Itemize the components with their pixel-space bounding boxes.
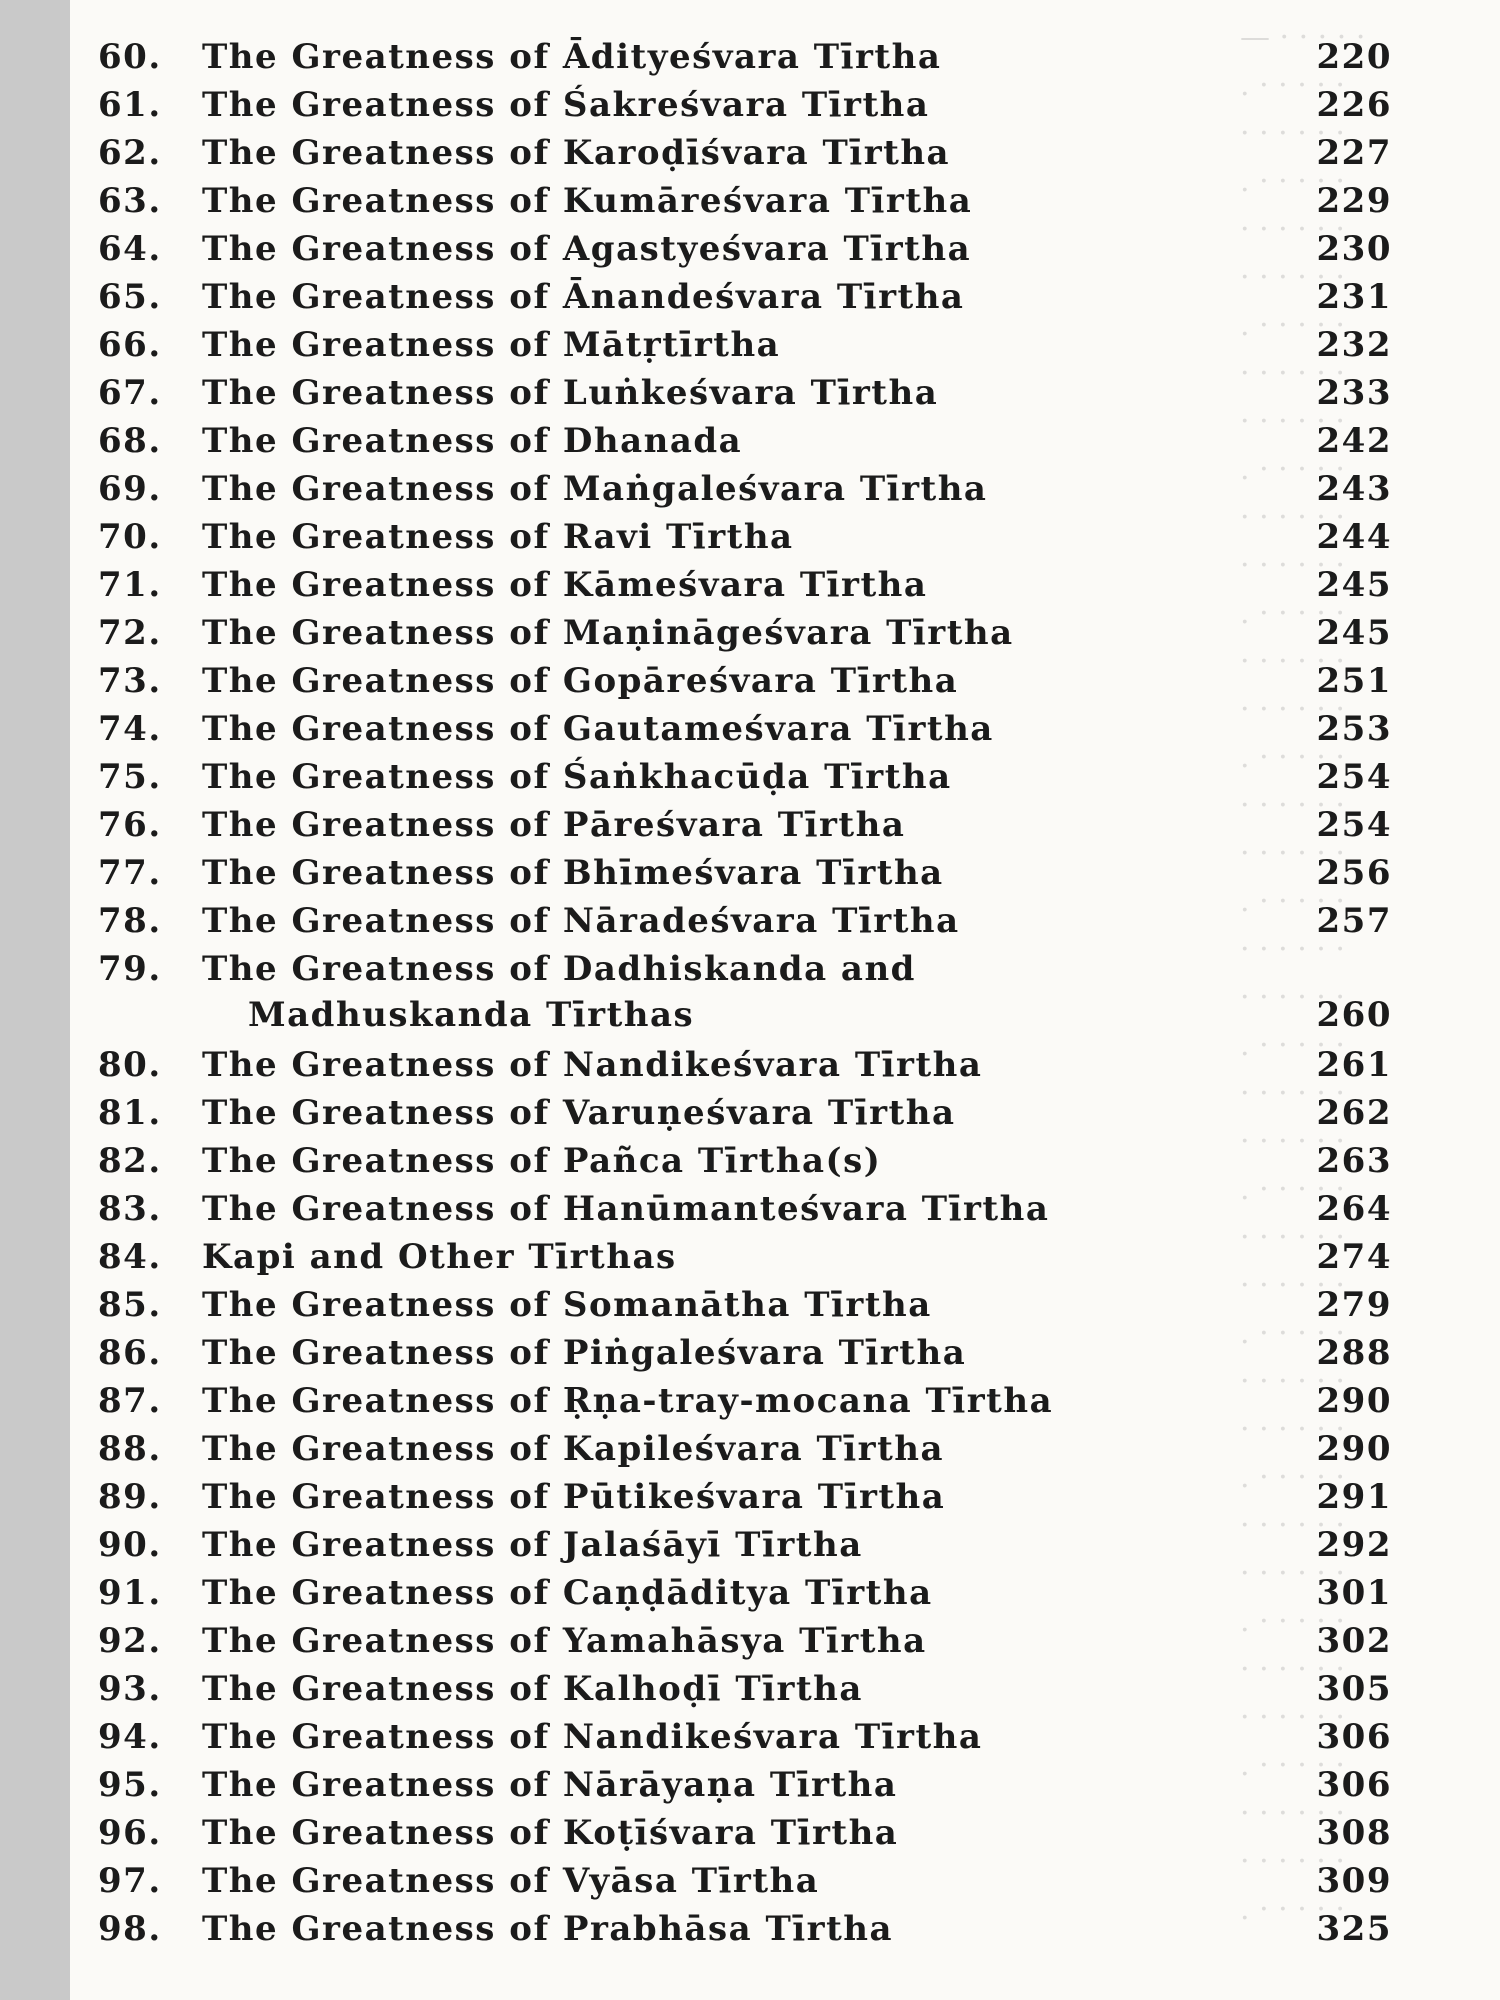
chapter-title: The Greatness of Koṭīśvara Tīrtha (202, 1813, 899, 1853)
toc-entry (98, 466, 1488, 514)
toc-entry (98, 1810, 1488, 1858)
toc-entry (98, 1522, 1488, 1570)
page-number: 306 (1316, 1765, 1392, 1805)
chapter-title: The Greatness of Vyāsa Tīrtha (202, 1861, 820, 1901)
toc-entry (98, 1330, 1488, 1378)
chapter-number: 87. (98, 1381, 162, 1421)
toc-entry (98, 514, 1488, 562)
chapter-title: The Greatness of Yamahāsya Tīrtha (202, 1621, 927, 1661)
chapter-number: 64. (98, 229, 162, 269)
chapter-title: The Greatness of Jalaśāyī Tīrtha (202, 1525, 863, 1565)
toc-entry (98, 34, 1488, 82)
toc-entry (98, 322, 1488, 370)
chapter-number: 98. (98, 1909, 162, 1949)
page-number: 254 (1316, 757, 1392, 797)
chapter-title: The Greatness of Mātṛtīrtha (202, 325, 781, 365)
chapter-title: The Greatness of Kumāreśvara Tīrtha (202, 181, 973, 221)
toc-entry (98, 418, 1488, 466)
page-number: 290 (1316, 1429, 1392, 1469)
toc-entry (98, 898, 1488, 946)
page-number: 229 (1316, 181, 1392, 221)
chapter-number: 95. (98, 1765, 162, 1805)
chapter-title: The Greatness of Nandikeśvara Tīrtha (202, 1717, 983, 1757)
page-number: 274 (1316, 1237, 1392, 1277)
toc-entry (98, 562, 1488, 610)
page-number: 306 (1316, 1717, 1392, 1757)
chapter-number: 75. (98, 757, 162, 797)
chapter-number: 67. (98, 373, 162, 413)
chapter-title: The Greatness of Dhanada (202, 421, 743, 461)
page-number: 309 (1316, 1861, 1392, 1901)
page-number: 288 (1316, 1333, 1392, 1373)
chapter-title: The Greatness of Śaṅkhacūḍa Tīrtha (202, 757, 952, 797)
toc-entry (98, 1138, 1488, 1186)
book-page (70, 0, 1500, 2000)
page-number: 279 (1316, 1285, 1392, 1325)
page-number: 264 (1316, 1189, 1392, 1229)
chapter-number: 74. (98, 709, 162, 749)
chapter-title: Kapi and Other Tīrthas (202, 1237, 677, 1277)
page-number: 242 (1316, 421, 1392, 461)
page-number: 263 (1316, 1141, 1392, 1181)
page-number: 245 (1316, 565, 1392, 605)
chapter-number: 85. (98, 1285, 162, 1325)
page-number: 231 (1316, 277, 1392, 317)
chapter-title: The Greatness of Nārāyaṇa Tīrtha (202, 1765, 898, 1805)
chapter-title: The Greatness of Nāradeśvara Tīrtha (202, 901, 960, 941)
page-number: 220 (1316, 37, 1392, 77)
chapter-title: The Greatness of Piṅgaleśvara Tīrtha (202, 1333, 967, 1373)
page-number: 292 (1316, 1525, 1392, 1565)
chapter-number: 84. (98, 1237, 162, 1277)
chapter-number: 79. (98, 949, 162, 989)
chapter-number: 61. (98, 85, 162, 125)
chapter-title: The Greatness of Bhīmeśvara Tīrtha (202, 853, 944, 893)
chapter-number: 76. (98, 805, 162, 845)
chapter-number: 96. (98, 1813, 162, 1853)
chapter-title: The Greatness of Gopāreśvara Tīrtha (202, 661, 959, 701)
reverse-page-show-through: — · · · · · . · · · · · · · · · · · . · · · · · · · · · · · · · · · · · . · · · · · · · · · · · · · · · · · . · · · · · · · · · · · · · · · · · . · · · · · · · · · · · · · · · · · . · · · · · · · · · · · · · · · · · . · · · · · · · · · · · · · · · · · . · · · · · · · · · · · · · · · · · . · · · · · · · · · · · · · · · · · . · · · · · · · · · · · · · · · · · . · · · · · · · · · · · · · · · · · . · · · · · · · · · · · · · · · · · . · · · · · · · · · · · · · · · · · . · · · · · (1240, 20, 1366, 1927)
scan-left-margin (0, 0, 70, 2000)
toc-entry (98, 178, 1488, 226)
chapter-title: The Greatness of Agastyeśvara Tīrtha (202, 229, 972, 269)
chapter-number: 92. (98, 1621, 162, 1661)
chapter-number: 77. (98, 853, 162, 893)
toc-entry (98, 850, 1488, 898)
chapter-title: The Greatness of Ṛṇa-tray-mocana Tīrtha (202, 1381, 1054, 1421)
chapter-number: 63. (98, 181, 162, 221)
chapter-number: 91. (98, 1573, 162, 1613)
chapter-title: The Greatness of Pāreśvara Tīrtha (202, 805, 906, 845)
chapter-title: The Greatness of Maṇināgeśvara Tīrtha (202, 613, 1014, 653)
page-number: 256 (1316, 853, 1392, 893)
page-number: 301 (1316, 1573, 1392, 1613)
chapter-title: The Greatness of Ādityeśvara Tīrtha (202, 37, 942, 77)
chapter-title: The Greatness of Hanūmanteśvara Tīrtha (202, 1189, 1050, 1229)
chapter-number: 72. (98, 613, 162, 653)
toc-entry (98, 130, 1488, 178)
page-number: 257 (1316, 901, 1392, 941)
page-number: 251 (1316, 661, 1392, 701)
toc-entry (98, 658, 1488, 706)
page-number: 290 (1316, 1381, 1392, 1421)
page-number: 253 (1316, 709, 1392, 749)
page-number: 233 (1316, 373, 1392, 413)
chapter-number: 81. (98, 1093, 162, 1133)
chapter-title: The Greatness of Caṇḍāditya Tīrtha (202, 1573, 933, 1613)
chapter-number: 88. (98, 1429, 162, 1469)
toc-entry (98, 802, 1488, 850)
toc-entry (98, 1906, 1488, 1954)
toc-entry (98, 946, 1488, 1042)
chapter-number: 78. (98, 901, 162, 941)
chapter-number: 66. (98, 325, 162, 365)
page-number: 230 (1316, 229, 1392, 269)
toc-entry (98, 1714, 1488, 1762)
page-number: 254 (1316, 805, 1392, 845)
chapter-title: The Greatness of Gautameśvara Tīrtha (202, 709, 994, 749)
chapter-title: The Greatness of Kāmeśvara Tīrtha (202, 565, 928, 605)
toc-entry (98, 226, 1488, 274)
toc-entry (98, 1858, 1488, 1906)
chapter-number: 82. (98, 1141, 162, 1181)
page-number: 226 (1316, 85, 1392, 125)
chapter-number: 71. (98, 565, 162, 605)
toc-entry (98, 1666, 1488, 1714)
toc-entry (98, 82, 1488, 130)
page-number: 302 (1316, 1621, 1392, 1661)
chapter-number: 86. (98, 1333, 162, 1373)
toc-entry (98, 1762, 1488, 1810)
chapter-title-wrapped (202, 946, 1242, 1038)
page-number: 291 (1316, 1477, 1392, 1517)
toc-entry (98, 370, 1488, 418)
toc-entry (98, 1186, 1488, 1234)
chapter-title: The Greatness of Dadhiskanda and (202, 949, 916, 989)
chapter-number: 83. (98, 1189, 162, 1229)
chapter-title: The Greatness of Pañca Tīrtha(s) (202, 1141, 882, 1181)
chapter-title: The Greatness of Karoḍīśvara Tīrtha (202, 133, 951, 173)
page-number: 245 (1316, 613, 1392, 653)
chapter-title: The Greatness of Kalhoḍī Tīrtha (202, 1669, 863, 1709)
chapter-number: 97. (98, 1861, 162, 1901)
chapter-number: 89. (98, 1477, 162, 1517)
chapter-title: The Greatness of Luṅkeśvara Tīrtha (202, 373, 939, 413)
chapter-number: 60. (98, 37, 162, 77)
toc-entry (98, 754, 1488, 802)
page-number: 260 (1316, 995, 1392, 1035)
chapter-title: The Greatness of Prabhāsa Tīrtha (202, 1909, 894, 1949)
toc-entry (98, 1282, 1488, 1330)
page-number: 243 (1316, 469, 1392, 509)
toc-entry (98, 610, 1488, 658)
chapter-title: The Greatness of Varuṇeśvara Tīrtha (202, 1093, 956, 1133)
toc-entry (98, 1090, 1488, 1138)
page-number: 244 (1316, 517, 1392, 557)
page-number: 308 (1316, 1813, 1392, 1853)
chapter-number: 68. (98, 421, 162, 461)
toc-entry (98, 1426, 1488, 1474)
chapter-number: 90. (98, 1525, 162, 1565)
chapter-title: The Greatness of Ravi Tīrtha (202, 517, 794, 557)
chapter-title: The Greatness of Maṅgaleśvara Tīrtha (202, 469, 988, 509)
chapter-number: 70. (98, 517, 162, 557)
toc-entry (98, 1570, 1488, 1618)
chapter-title: The Greatness of Śakreśvara Tīrtha (202, 85, 930, 125)
toc-entry (98, 1234, 1488, 1282)
toc-entry (98, 1474, 1488, 1522)
page-number: 227 (1316, 133, 1392, 173)
chapter-number: 65. (98, 277, 162, 317)
chapter-title: The Greatness of Pūtikeśvara Tīrtha (202, 1477, 946, 1517)
page-number: 305 (1316, 1669, 1392, 1709)
chapter-number: 80. (98, 1045, 162, 1085)
chapter-title: The Greatness of Kapileśvara Tīrtha (202, 1429, 945, 1469)
page-number: 232 (1316, 325, 1392, 365)
chapter-number: 93. (98, 1669, 162, 1709)
toc-entry (98, 706, 1488, 754)
table-of-contents (98, 34, 1488, 1954)
toc-entry (98, 1042, 1488, 1090)
chapter-number: 94. (98, 1717, 162, 1757)
chapter-number: 62. (98, 133, 162, 173)
chapter-number: 69. (98, 469, 162, 509)
chapter-title: The Greatness of Nandikeśvara Tīrtha (202, 1045, 983, 1085)
chapter-title: The Greatness of Somanātha Tīrtha (202, 1285, 932, 1325)
page-number: 261 (1316, 1045, 1392, 1085)
chapter-title: The Greatness of Ānandeśvara Tīrtha (202, 277, 965, 317)
chapter-number: 73. (98, 661, 162, 701)
toc-entry (98, 1618, 1488, 1666)
toc-entry (98, 1378, 1488, 1426)
page-number: 325 (1316, 1909, 1392, 1949)
chapter-title-continuation: Madhuskanda Tīrthas (248, 995, 695, 1035)
page-number: 262 (1316, 1093, 1392, 1133)
toc-entry (98, 274, 1488, 322)
